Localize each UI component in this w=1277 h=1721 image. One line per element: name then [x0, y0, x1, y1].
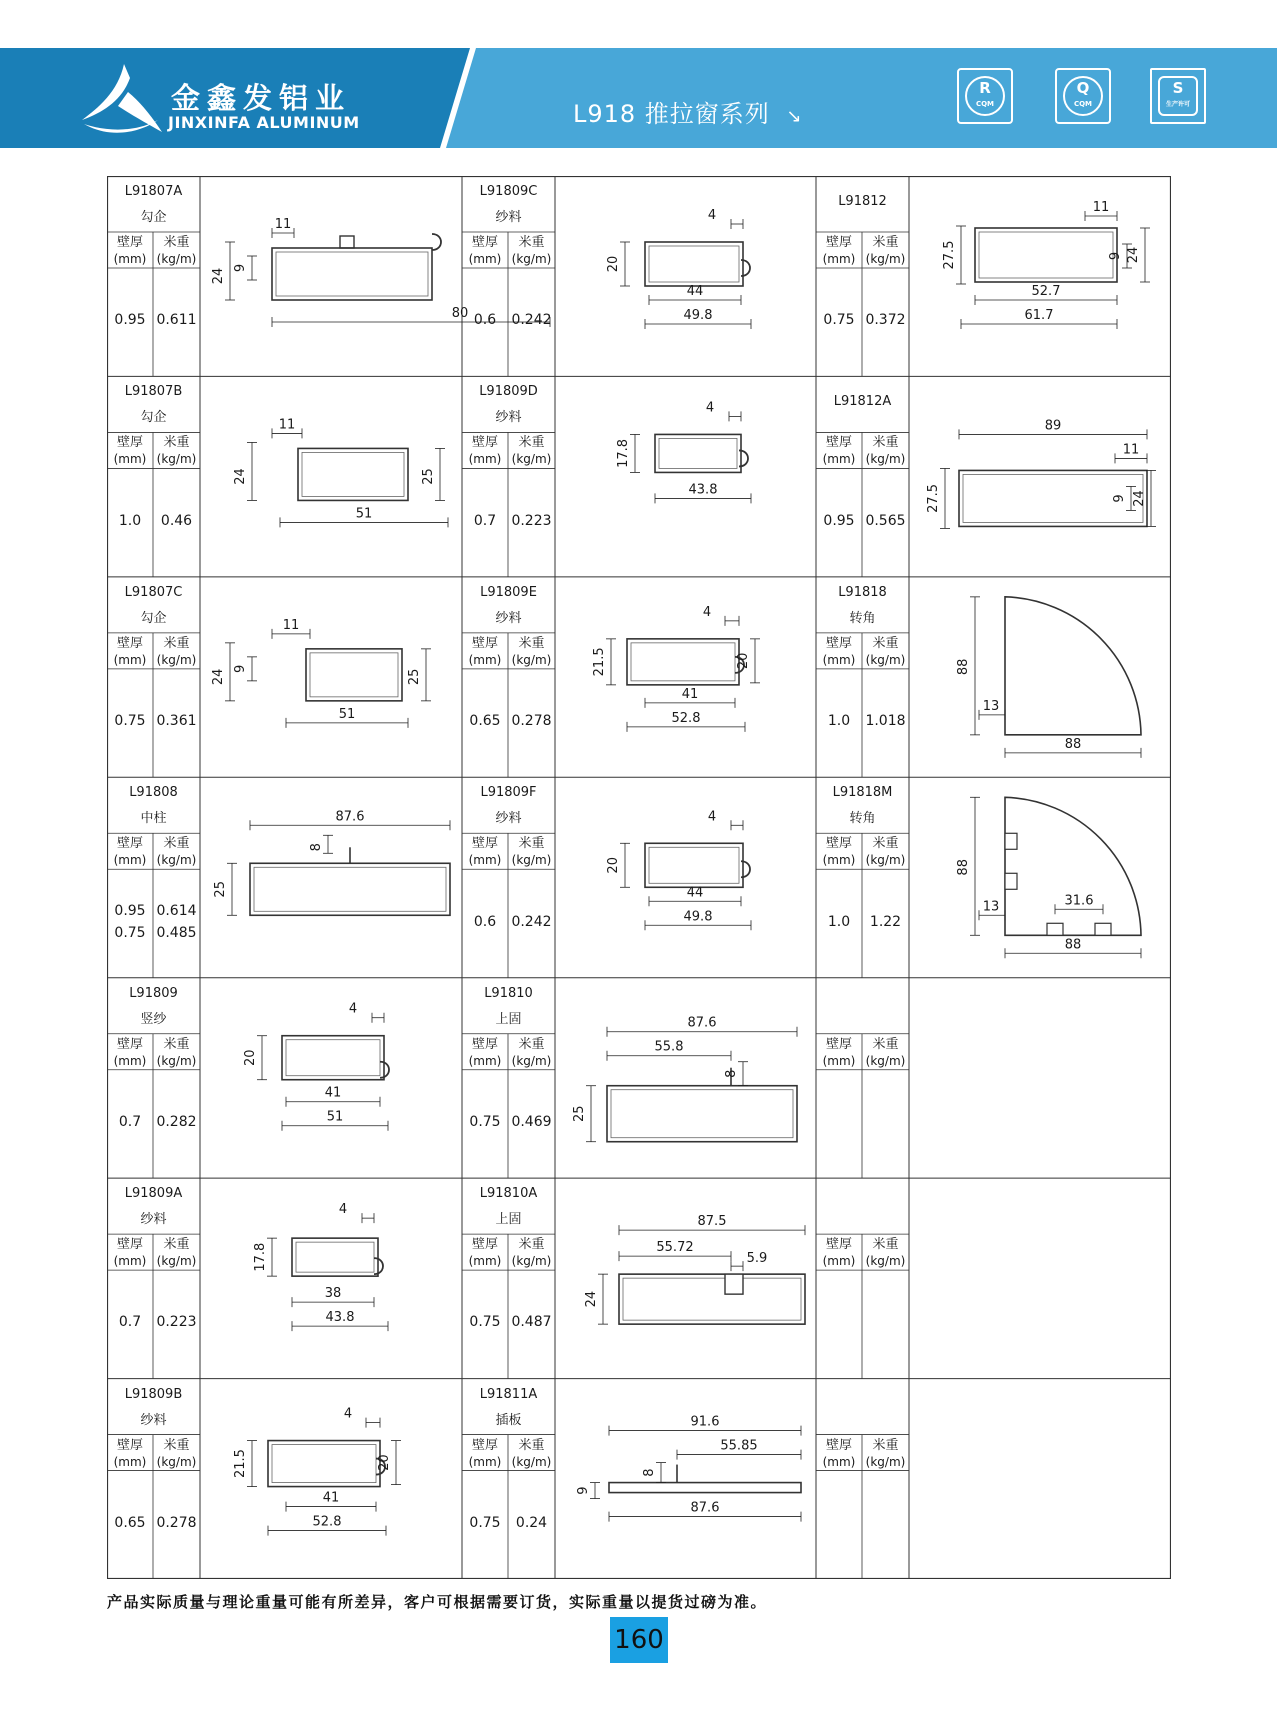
unit-weight-unit: (kg/m) [156, 1454, 197, 1469]
dimension-label: 51 [338, 706, 356, 722]
profile-outline [627, 639, 739, 685]
profile-code: L91809F [480, 785, 537, 801]
unit-weight-label: 米重 [163, 1437, 190, 1453]
unit-weight-unit: (kg/m) [865, 1454, 906, 1469]
profile-notch [1005, 873, 1017, 889]
cert-seal: R CQM [965, 76, 1005, 116]
profile-table [107, 176, 1171, 1579]
dimension-label: 49.8 [683, 308, 713, 323]
profile-name: 纱料 [140, 1412, 167, 1428]
unit-weight-value: 0.46 [160, 512, 193, 529]
profile-name: 转角 [849, 610, 876, 626]
dimension-label: 13 [982, 899, 1000, 915]
profile-outline [282, 1036, 384, 1080]
dimension-label: 17.8 [253, 1242, 268, 1272]
profile-outline [609, 1483, 801, 1493]
dimension-label: 4 [338, 1202, 348, 1218]
dimension-label: 41 [322, 1490, 340, 1506]
unit-weight-value: 1.018 [865, 713, 906, 730]
wall-thickness-value: 1.0 [827, 713, 851, 730]
wall-thickness-value: 0.75 [114, 924, 146, 941]
dimension-label: 87.5 [697, 1214, 727, 1230]
dimension-label: 88 [956, 859, 971, 876]
production-license-icon [1150, 68, 1206, 124]
wall-thickness-label: 壁厚 [471, 836, 498, 852]
unit-weight-label: 米重 [518, 1036, 545, 1052]
wall-thickness-unit: (mm) [113, 1254, 147, 1269]
unit-weight-value: 0.24 [515, 1514, 548, 1531]
profile-code: L91809 [129, 985, 178, 1001]
wall-thickness-label: 壁厚 [471, 1437, 498, 1453]
dimension-label: 44 [686, 284, 704, 299]
profile-code: L91812A [833, 394, 892, 410]
unit-weight-label: 米重 [163, 635, 190, 651]
dimension-label: 5.9 [746, 1251, 768, 1267]
profile-code: L91807A [124, 184, 183, 199]
unit-weight-label: 米重 [872, 1237, 899, 1253]
dimension-label: 21.5 [233, 1449, 248, 1479]
dimension-label: 55.8 [654, 1039, 684, 1055]
unit-weight-value: 0.242 [511, 312, 552, 329]
dimension-label: 87.6 [690, 1500, 720, 1516]
dimension-label: 20 [243, 1049, 258, 1066]
profile-notch [1047, 923, 1063, 935]
unit-weight-value: 0.361 [156, 713, 197, 730]
cqm-q-cert-icon [1055, 68, 1111, 124]
wall-thickness-unit: (mm) [113, 853, 147, 868]
unit-weight-label: 米重 [872, 836, 899, 852]
corner-profile-outline [1005, 597, 1141, 735]
unit-weight-value: 0.614 [156, 902, 197, 919]
dimension-label: 4 [702, 604, 712, 620]
dimension-label: 11 [282, 617, 300, 633]
unit-weight-unit: (kg/m) [865, 652, 906, 667]
profile-code: L91809A [124, 1186, 183, 1202]
unit-weight-unit: (kg/m) [865, 1053, 906, 1068]
profile-name: 纱料 [495, 410, 522, 426]
wall-thickness-label: 壁厚 [116, 235, 143, 250]
dimension-label: 4 [705, 400, 715, 416]
wall-thickness-label: 壁厚 [116, 1437, 143, 1453]
profile-outline [306, 649, 402, 701]
dimension-label: 24 [1132, 490, 1147, 507]
dimension-label: 55.85 [720, 1438, 758, 1454]
unit-weight-unit: (kg/m) [865, 452, 906, 467]
unit-weight-value: 0.223 [511, 512, 552, 529]
wall-thickness-value: 0.7 [118, 1113, 142, 1130]
wall-thickness-label: 壁厚 [825, 635, 852, 651]
dimension-label: 51 [326, 1109, 344, 1125]
profile-name: 纱料 [140, 1212, 167, 1228]
wall-thickness-value: 0.95 [114, 312, 146, 329]
brand-name-chinese: 金鑫发铝业 [171, 81, 352, 115]
dimension-label: 41 [681, 686, 699, 702]
wall-thickness-unit: (mm) [113, 652, 147, 667]
unit-weight-value: 0.487 [511, 1314, 552, 1331]
unit-weight-value: 0.242 [511, 913, 552, 930]
unit-weight-label: 米重 [872, 1036, 899, 1052]
profile-name: 竖纱 [140, 1011, 167, 1027]
unit-weight-unit: (kg/m) [511, 452, 552, 467]
profile-outline [619, 1274, 805, 1324]
dimension-label: 9 [1108, 251, 1123, 261]
dimension-label: 20 [606, 857, 621, 874]
wall-thickness-unit: (mm) [822, 452, 856, 467]
corner-profile-outline [1005, 797, 1141, 935]
wall-thickness-unit: (mm) [113, 1053, 147, 1068]
dimension-label: 52.8 [671, 710, 701, 726]
profile-outline [250, 863, 450, 915]
profile-name: 勾企 [140, 610, 167, 626]
dimension-label: 91.6 [690, 1414, 720, 1430]
dimension-label: 25 [213, 881, 228, 898]
unit-weight-unit: (kg/m) [511, 652, 552, 667]
unit-weight-label: 米重 [518, 1437, 545, 1453]
profile-outline [268, 1441, 380, 1487]
wall-thickness-label: 壁厚 [471, 435, 498, 451]
wall-thickness-label: 壁厚 [116, 435, 143, 451]
dimension-label: 24 [584, 1290, 599, 1308]
dimension-label: 11 [1092, 200, 1110, 215]
wall-thickness-label: 壁厚 [825, 235, 852, 250]
profile-code: L91807C [124, 584, 183, 600]
dimension-label: 88 [956, 658, 971, 676]
dimension-label: 43.8 [688, 482, 718, 498]
wall-thickness-label: 壁厚 [471, 635, 498, 651]
profile-code: L91807B [124, 384, 183, 400]
wall-thickness-label: 壁厚 [116, 836, 143, 852]
dimension-label: 13 [982, 698, 1000, 714]
dimension-label: 87.6 [687, 1015, 717, 1031]
wall-thickness-label: 壁厚 [471, 1036, 498, 1052]
footer-note: 产品实际质量与理论重量可能有所差异，客户可根据需要订货，实际重量以提货过磅为准。 [107, 1593, 768, 1611]
dimension-label: 44 [686, 885, 704, 901]
profile-code: L91809B [124, 1386, 183, 1402]
wall-thickness-value: 0.65 [114, 1514, 146, 1531]
profile-code: L91810 [484, 985, 533, 1001]
unit-weight-unit: (kg/m) [156, 252, 197, 266]
dimension-label: 11 [278, 417, 296, 433]
profile-name: 中柱 [140, 811, 167, 827]
wall-thickness-label: 壁厚 [471, 1237, 498, 1253]
dimension-label: 80 [451, 306, 469, 321]
dimension-label: 24 [211, 267, 226, 285]
unit-weight-label: 米重 [163, 836, 190, 852]
unit-weight-unit: (kg/m) [156, 1254, 197, 1269]
wall-thickness-label: 壁厚 [825, 1036, 852, 1052]
wall-thickness-unit: (mm) [113, 252, 147, 266]
wall-thickness-unit: (mm) [468, 452, 502, 467]
wall-thickness-label: 壁厚 [825, 1437, 852, 1453]
page-number: 160 [610, 1617, 668, 1663]
company-logo-icon [78, 62, 164, 136]
unit-weight-unit: (kg/m) [156, 1053, 197, 1068]
wall-thickness-value: 0.6 [473, 312, 497, 329]
profile-name: 转角 [849, 811, 876, 827]
unit-weight-label: 米重 [518, 435, 545, 451]
profile-code: L91818M [832, 785, 893, 801]
dimension-label: 25 [407, 668, 422, 686]
unit-weight-value: 1.22 [869, 913, 902, 930]
unit-weight-label: 米重 [518, 235, 545, 250]
wall-thickness-unit: (mm) [468, 1454, 502, 1469]
unit-weight-value: 0.282 [156, 1113, 197, 1130]
wall-thickness-unit: (mm) [468, 1053, 502, 1068]
dimension-label: 8 [642, 1468, 657, 1477]
profile-name: 纱料 [495, 210, 522, 225]
profile-notch [1095, 923, 1111, 935]
cqm-r-cert-icon [957, 68, 1013, 124]
dimension-label: 25 [572, 1105, 587, 1122]
profile-code: L91808 [129, 785, 178, 801]
wall-thickness-label: 壁厚 [825, 435, 852, 451]
dimension-label: 51 [355, 506, 373, 522]
wall-thickness-unit: (mm) [822, 853, 856, 868]
wall-thickness-unit: (mm) [822, 1254, 856, 1269]
unit-weight-unit: (kg/m) [865, 252, 906, 266]
wall-thickness-value: 0.7 [473, 512, 497, 529]
profile-code: L91812 [838, 194, 887, 209]
unit-weight-value: 0.565 [865, 512, 906, 529]
wall-thickness-unit: (mm) [113, 452, 147, 467]
unit-weight-unit: (kg/m) [511, 1053, 552, 1068]
dimension-label: 24 [233, 468, 248, 485]
brand-name-english: JINXINFA ALUMINUM [168, 113, 360, 132]
unit-weight-value: 0.485 [156, 924, 197, 941]
wall-thickness-value: 0.75 [823, 312, 855, 329]
dimension-label: 11 [1122, 442, 1140, 458]
wall-thickness-label: 壁厚 [116, 1237, 143, 1253]
profile-outline [975, 228, 1117, 282]
profile-name: 纱料 [495, 811, 522, 827]
unit-weight-label: 米重 [518, 1237, 545, 1253]
wall-thickness-value: 1.0 [827, 913, 851, 930]
unit-weight-label: 米重 [872, 235, 899, 250]
dimension-label: 24 [211, 668, 226, 686]
profile-code: L91809D [479, 384, 538, 400]
wall-thickness-value: 0.95 [114, 902, 146, 919]
wall-thickness-value: 0.65 [469, 713, 501, 730]
profile-outline [607, 1086, 797, 1142]
profile-hook [432, 234, 441, 250]
unit-weight-unit: (kg/m) [156, 452, 197, 467]
arrow-down-right-icon: ↘ [786, 106, 803, 127]
profile-outline [645, 242, 743, 286]
unit-weight-label: 米重 [872, 635, 899, 651]
profile-name: 插板 [495, 1412, 522, 1428]
wall-thickness-value: 0.75 [114, 713, 146, 730]
profile-notch [1005, 833, 1017, 849]
profile-outline [655, 434, 741, 472]
dimension-label: 9 [1112, 494, 1127, 503]
dimension-label: 27.5 [942, 240, 957, 270]
profile-name: 勾企 [140, 410, 167, 426]
dimension-label: 8 [724, 1069, 739, 1078]
unit-weight-unit: (kg/m) [511, 1254, 552, 1269]
dimension-label: 38 [324, 1286, 342, 1302]
dimension-label: 49.8 [683, 909, 713, 925]
unit-weight-unit: (kg/m) [511, 853, 552, 868]
wall-thickness-unit: (mm) [468, 853, 502, 868]
dimension-label: 9 [233, 664, 248, 673]
dimension-label: 25 [421, 468, 436, 485]
wall-thickness-unit: (mm) [113, 1454, 147, 1469]
wall-thickness-unit: (mm) [822, 252, 856, 266]
unit-weight-label: 米重 [518, 836, 545, 852]
unit-weight-unit: (kg/m) [865, 853, 906, 868]
unit-weight-unit: (kg/m) [156, 652, 197, 667]
series-title-text: L918 推拉窗系列 [573, 100, 770, 128]
unit-weight-value: 0.223 [156, 1314, 197, 1331]
unit-weight-value: 0.611 [156, 312, 197, 329]
dimension-label: 31.6 [1064, 893, 1094, 909]
wall-thickness-unit: (mm) [822, 1454, 856, 1469]
wall-thickness-label: 壁厚 [825, 1237, 852, 1253]
dimension-label: 4 [707, 208, 717, 223]
unit-weight-unit: (kg/m) [511, 252, 552, 266]
wall-thickness-unit: (mm) [822, 652, 856, 667]
dimension-label: 4 [707, 809, 717, 825]
profile-code: L91809E [480, 584, 537, 600]
profile-outline [645, 843, 743, 887]
dimension-label: 52.7 [1031, 284, 1061, 299]
profile-code: L91818 [838, 584, 887, 600]
dimension-label: 20 [377, 1454, 392, 1471]
unit-weight-label: 米重 [163, 1237, 190, 1253]
wall-thickness-value: 0.7 [118, 1314, 142, 1331]
dimension-label: 87.6 [335, 809, 365, 825]
unit-weight-unit: (kg/m) [865, 1254, 906, 1269]
dimension-label: 41 [324, 1085, 342, 1101]
dimension-label: 21.5 [592, 647, 607, 677]
dimension-label: 20 [606, 255, 621, 273]
wall-thickness-unit: (mm) [468, 652, 502, 667]
unit-weight-label: 米重 [163, 1036, 190, 1052]
dimension-label: 88 [1064, 736, 1082, 752]
profile-name: 勾企 [140, 210, 167, 225]
wall-thickness-value: 0.95 [823, 512, 855, 529]
wall-thickness-value: 1.0 [118, 512, 142, 529]
wall-thickness-unit: (mm) [468, 252, 502, 266]
unit-weight-value: 0.278 [511, 713, 552, 730]
unit-weight-label: 米重 [872, 1437, 899, 1453]
wall-thickness-label: 壁厚 [116, 1036, 143, 1052]
dimension-label: 89 [1044, 418, 1062, 434]
unit-weight-unit: (kg/m) [156, 853, 197, 868]
dimension-label: 24 [1126, 246, 1141, 264]
dimension-label: 27.5 [926, 483, 941, 513]
dimension-label: 8 [309, 843, 324, 852]
wall-thickness-unit: (mm) [822, 1053, 856, 1068]
profile-code: L91809C [479, 184, 538, 199]
wall-thickness-unit: (mm) [468, 1254, 502, 1269]
profile-outline [272, 248, 432, 300]
unit-weight-unit: (kg/m) [511, 1454, 552, 1469]
series-title [573, 94, 803, 129]
dimension-label: 4 [343, 1406, 353, 1422]
wall-thickness-value: 0.6 [473, 913, 497, 930]
profile-lip [340, 236, 354, 248]
profile-outline [292, 1238, 378, 1276]
profile-outline [298, 448, 408, 500]
dimension-label: 43.8 [325, 1310, 355, 1326]
wall-thickness-value: 0.75 [469, 1514, 501, 1531]
unit-weight-label: 米重 [518, 635, 545, 651]
profile-name: 纱料 [495, 610, 522, 626]
unit-weight-label: 米重 [163, 435, 190, 451]
unit-weight-value: 0.469 [511, 1113, 552, 1130]
unit-weight-value: 0.372 [865, 312, 906, 329]
wall-thickness-label: 壁厚 [116, 635, 143, 651]
profile-name: 上固 [495, 1011, 522, 1027]
unit-weight-label: 米重 [163, 235, 190, 250]
unit-weight-value: 0.278 [156, 1514, 197, 1531]
cert-seal: Q CQM [1063, 76, 1103, 116]
dimension-label: 61.7 [1024, 308, 1054, 323]
profile-code: L91810A [479, 1186, 538, 1202]
dimension-label: 11 [274, 217, 292, 232]
dimension-label: 9 [233, 263, 248, 273]
dimension-label: 20 [736, 652, 751, 670]
unit-weight-label: 米重 [872, 435, 899, 451]
profile-code: L91811A [479, 1386, 538, 1402]
dimension-label: 55.72 [656, 1240, 694, 1256]
wall-thickness-label: 壁厚 [471, 235, 498, 250]
dimension-label: 9 [576, 1486, 591, 1495]
profile-name: 上固 [495, 1212, 522, 1228]
dimension-label: 52.8 [312, 1514, 342, 1530]
dimension-label: 88 [1064, 937, 1082, 953]
cert-seal: S 生产许可 [1158, 76, 1198, 116]
wall-thickness-label: 壁厚 [825, 836, 852, 852]
profile-slot [725, 1274, 743, 1294]
dimension-label: 17.8 [616, 438, 631, 468]
wall-thickness-value: 0.75 [469, 1113, 501, 1130]
wall-thickness-value: 0.75 [469, 1314, 501, 1331]
dimension-label: 4 [348, 1001, 358, 1017]
